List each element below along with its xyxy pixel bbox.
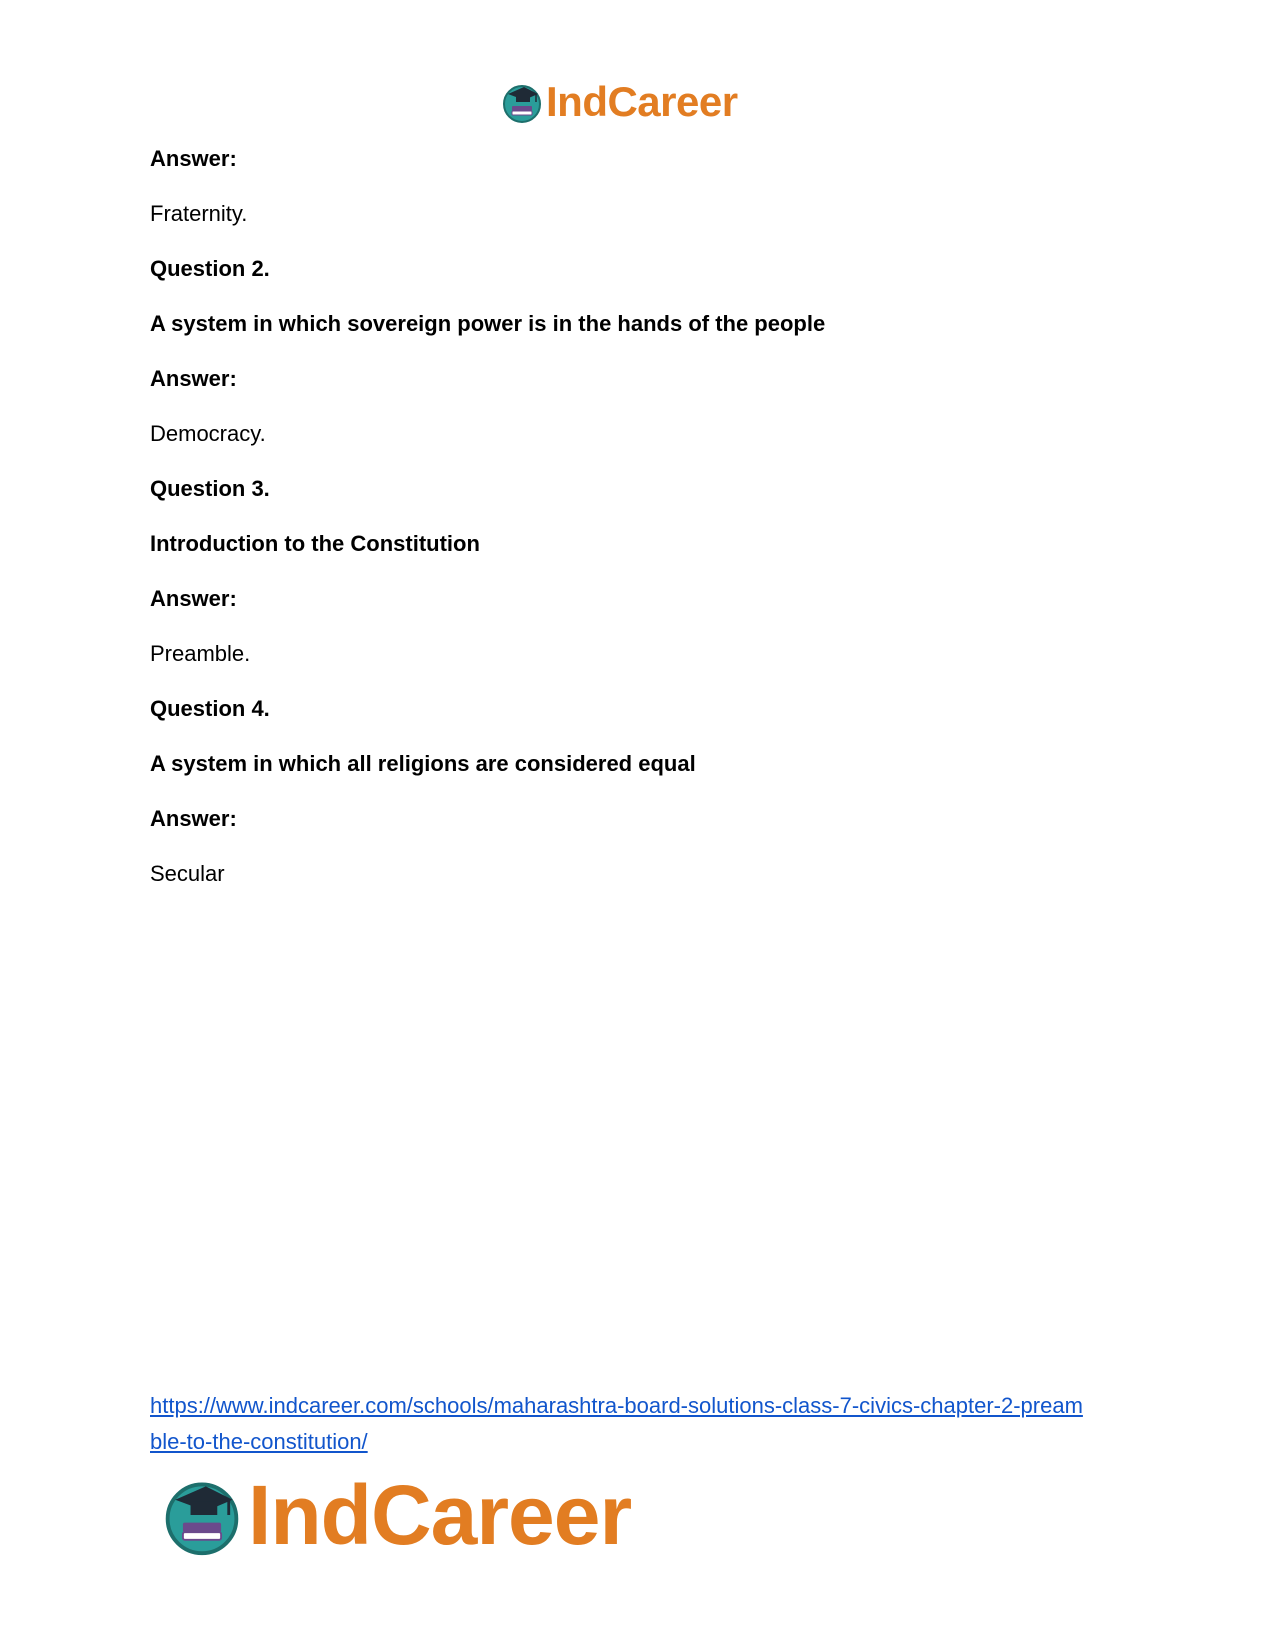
- answer-label: Answer:: [150, 366, 237, 391]
- answer-label: Answer:: [150, 806, 237, 831]
- answer-text: Democracy.: [150, 421, 266, 446]
- graduation-globe-icon: [160, 1473, 244, 1557]
- question-text: A system in which all religions are considered equal: [150, 751, 696, 776]
- question-number: Question 4.: [150, 696, 270, 721]
- question-number: Question 2.: [150, 256, 270, 281]
- question-number: Question 3.: [150, 476, 270, 501]
- footer-logo-text: IndCareer: [248, 1468, 632, 1562]
- footer-logo: [160, 1470, 631, 1560]
- answer-label: Answer:: [150, 146, 237, 171]
- header-logo-text: IndCareer: [546, 78, 738, 125]
- source-url-line-2: ble-to-the-constitution/: [150, 1429, 368, 1454]
- answer-text: Secular: [150, 861, 225, 886]
- source-url-link[interactable]: [150, 1388, 1140, 1460]
- header-logo: [500, 78, 738, 126]
- answer-text: Fraternity.: [150, 201, 248, 226]
- question-text: Introduction to the Constitution: [150, 531, 480, 556]
- question-text: A system in which sovereign power is in the hands of the people: [150, 311, 826, 336]
- answer-text: Preamble.: [150, 641, 251, 666]
- qa-content: [150, 146, 1130, 916]
- graduation-globe-icon: [500, 80, 544, 124]
- source-url-line-1: https://www.indcareer.com/schools/maharashtra-board-solutions-class-7-civics-chapter-2-pream: [150, 1393, 1083, 1418]
- answer-label: Answer:: [150, 586, 237, 611]
